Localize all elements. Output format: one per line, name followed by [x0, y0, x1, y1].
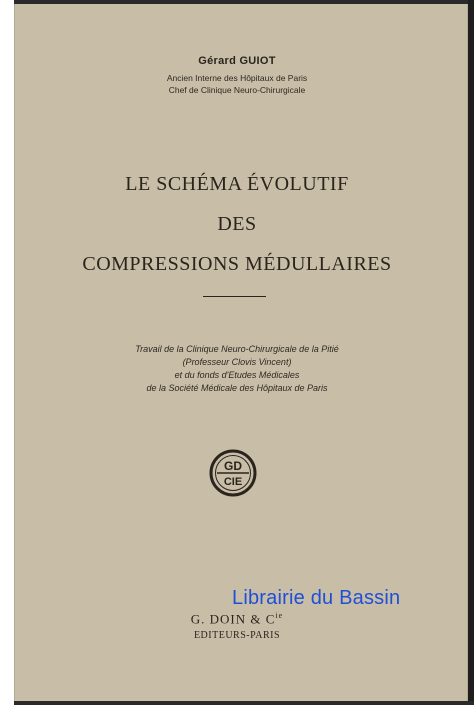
publisher-place: EDITEURS-PARIS	[193, 630, 281, 641]
author-credential: Chef de Clinique Neuro-Chirurgicale	[168, 85, 306, 95]
watermark-text: Librairie du Bassin	[232, 587, 401, 609]
publisher-name: G. DOIN & $C^{ie}$	[190, 611, 284, 627]
description-line: (Professeur Clovis Vincent)	[182, 357, 292, 367]
title-line: LE SCHÉMA ÉVOLUTIF	[125, 173, 349, 195]
author-credential: Ancien Interne des Hôpitaux de Paris	[166, 73, 308, 83]
seal-text-top: GD	[224, 459, 242, 473]
description-line: de la Société Médicale des Hôpitaux de Paris	[146, 383, 328, 393]
description-line: Travail de la Clinique Neuro-Chirurgicale de la Pitié	[135, 344, 339, 354]
title-divider	[203, 296, 266, 297]
author-name: Gérard GUIOT	[198, 55, 276, 67]
cover-top-edge	[14, 0, 468, 4]
publisher-seal-icon	[208, 448, 258, 498]
seal-text-bottom: CIE	[223, 476, 243, 488]
cover-bottom-edge	[14, 701, 474, 705]
title-line: DES	[217, 213, 257, 235]
description-line: et du fonds d'Etudes Médicales	[174, 370, 300, 380]
title-line: COMPRESSIONS MÉDULLAIRES	[82, 253, 392, 275]
